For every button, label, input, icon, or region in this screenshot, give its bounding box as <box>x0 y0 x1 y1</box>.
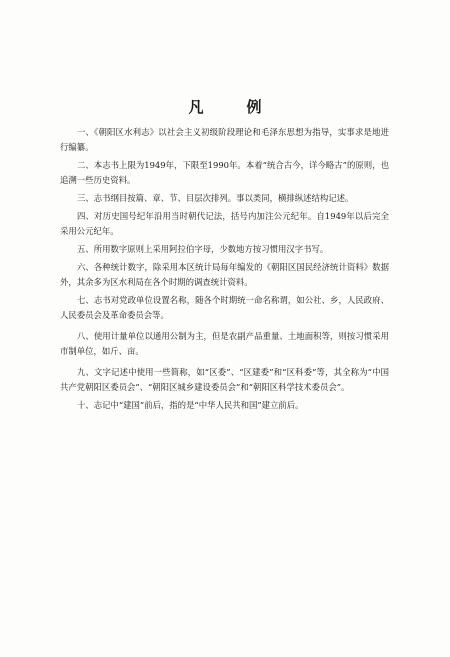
guideline-item-2: 二、本志书上限为1949年，下限至1990年。本着“统合古今，详今略古”的原则，也追溯一些历史资料。 <box>60 160 389 185</box>
guideline-item-9: 九、文字记述中使用一些简称，如“区委”、“区建委”和“区科委”等，其全称为“中国共产党朝阳区委员会”、“朝阳区城乡建设委员会”和“朝阳区科学技术委员会”。 <box>60 367 389 392</box>
page-title: 凡 例 <box>188 98 276 116</box>
guideline-item-3: 三、志书纲目按篇、章、节、目层次排列。事以类同，横排纵述结构记述。 <box>77 193 354 203</box>
guideline-item-4: 四、对历史国号纪年沿用当时朝代记法，括号内加注公元纪年。自1949年以后完全采用公元纪年。 <box>60 211 389 236</box>
guideline-item-8: 八、使用计量单位以通用公制为主，但是农副产品重量、土地面积等，则按习惯采用市制单位，如斤、亩。 <box>60 331 389 356</box>
guideline-item-7: 七、志书对党政单位设置名称，随各个时期统一命名称谓，如公社、乡，人民政府、人民委员会及革命委员会等。 <box>60 295 389 320</box>
guideline-item-6: 六、各种统计数字，除采用本区统计局每年编发的《朝阳区国民经济统计资料》数据外，其余多为区水利局在各个时期的调查统计资料。 <box>60 262 389 287</box>
guideline-item-1: 一、《朝阳区水利志》以社会主义初级阶段理论和毛泽东思想为指导，实事求是地进行编纂。 <box>60 127 389 152</box>
guidelines-list <box>60 125 389 416</box>
guideline-item-10: 十、志记中“建国”前后，指的是“中华人民共和国”建立前后。 <box>77 400 304 410</box>
guideline-item-5: 五、所用数字原则上采用阿拉伯字母，少数地方按习惯用汉字书写。 <box>77 244 329 254</box>
